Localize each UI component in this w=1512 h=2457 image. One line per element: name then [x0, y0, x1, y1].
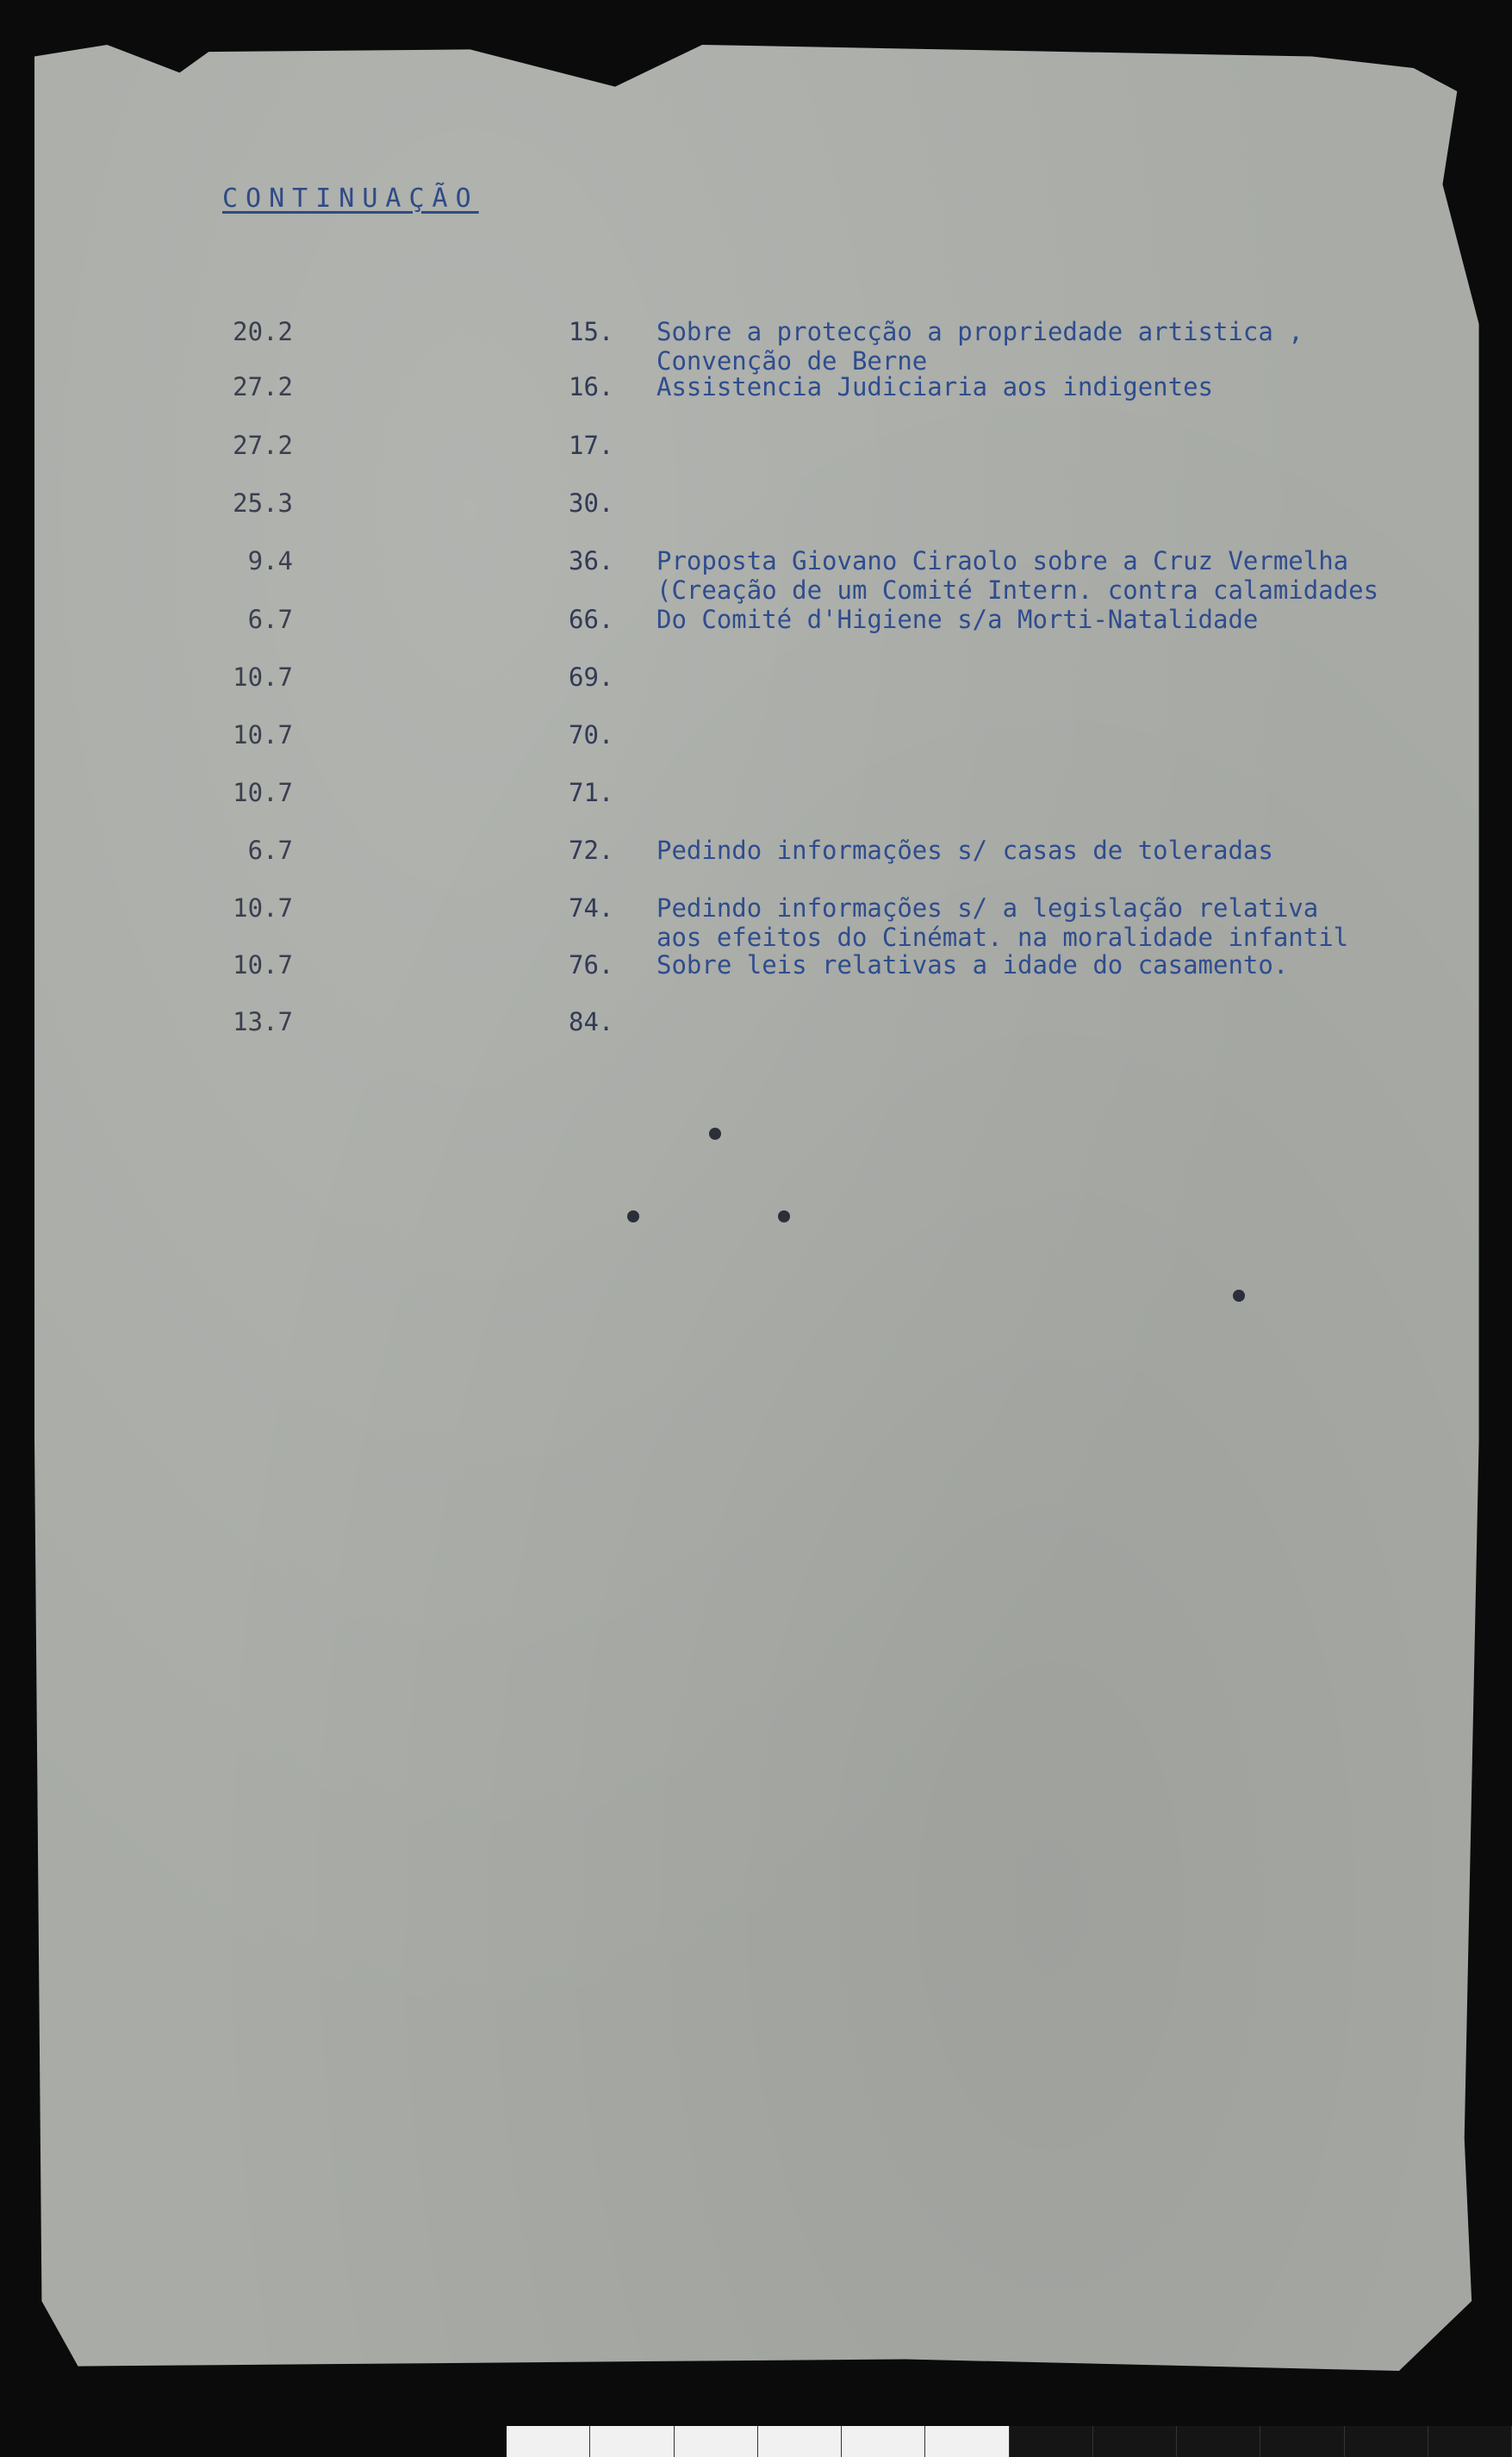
entry-number: 69.	[569, 662, 614, 692]
entry-number: 30.	[569, 488, 614, 518]
entry-date: 25.3	[233, 488, 293, 518]
entry-date: 27.2	[233, 431, 293, 460]
entry-date: 10.7	[233, 950, 293, 980]
entry-number: 71.	[569, 778, 614, 807]
entry-subject: Pedindo informações s/ casas de toleradas	[656, 836, 1273, 865]
entry-date: 6.7	[247, 605, 293, 634]
entry-row	[0, 546, 1512, 605]
entry-row	[0, 720, 1512, 750]
entry-number: 36.	[569, 546, 614, 575]
entry-number: 76.	[569, 950, 614, 980]
entry-subject: Assistencia Judiciaria aos indigentes	[656, 372, 1214, 401]
entry-row	[0, 605, 1512, 634]
entry-date: 10.7	[233, 662, 293, 692]
entry-number: 70.	[569, 720, 614, 750]
entry-subject-continued: Convenção de Berne	[656, 346, 928, 376]
entry-row	[0, 836, 1512, 865]
ink-dot	[778, 1210, 790, 1222]
entry-date: 10.7	[233, 720, 293, 750]
entry-number: 16.	[569, 372, 614, 401]
entry-date: 27.2	[233, 372, 293, 401]
entry-subject-continued: (Creação de um Comité Intern. contra calamidades	[656, 575, 1379, 605]
entry-number: 66.	[569, 605, 614, 634]
entry-date: 20.2	[233, 317, 293, 346]
entry-date: 6.7	[247, 836, 293, 865]
entry-number: 15.	[569, 317, 614, 346]
entry-row	[0, 488, 1512, 518]
entry-number: 17.	[569, 431, 614, 460]
entry-row	[0, 950, 1512, 980]
entry-row	[0, 662, 1512, 692]
entry-number: 72.	[569, 836, 614, 865]
entry-date: 9.4	[247, 546, 293, 575]
entry-subject: Sobre a protecção a propriedade artistica ,	[656, 317, 1304, 346]
entry-subject-continued: aos efeitos do Cinémat. na moralidade infantil	[656, 923, 1349, 952]
ink-dot	[627, 1210, 639, 1222]
entry-subject: Do Comité d'Higiene s/a Morti-Natalidade	[656, 605, 1259, 634]
entry-row	[0, 431, 1512, 460]
scale-ruler	[507, 2426, 1512, 2457]
entry-row	[0, 317, 1512, 376]
entry-row	[0, 372, 1512, 401]
entry-date: 13.7	[233, 1007, 293, 1036]
entry-date: 10.7	[233, 893, 293, 923]
entry-row	[0, 778, 1512, 807]
entry-subject: Sobre leis relativas a idade do casamento.	[656, 950, 1289, 980]
entry-row	[0, 1007, 1512, 1036]
entry-subject: Proposta Giovano Ciraolo sobre a Cruz Vermelha	[656, 546, 1349, 575]
entry-number: 74.	[569, 893, 614, 923]
ink-dot	[1233, 1290, 1245, 1302]
entry-date: 10.7	[233, 778, 293, 807]
ink-dot	[709, 1128, 721, 1140]
entry-row	[0, 893, 1512, 952]
entry-number: 84.	[569, 1007, 614, 1036]
entry-subject: Pedindo informações s/ a legislação relativa	[656, 893, 1319, 923]
page-heading: CONTINUAÇÃO	[222, 183, 479, 214]
